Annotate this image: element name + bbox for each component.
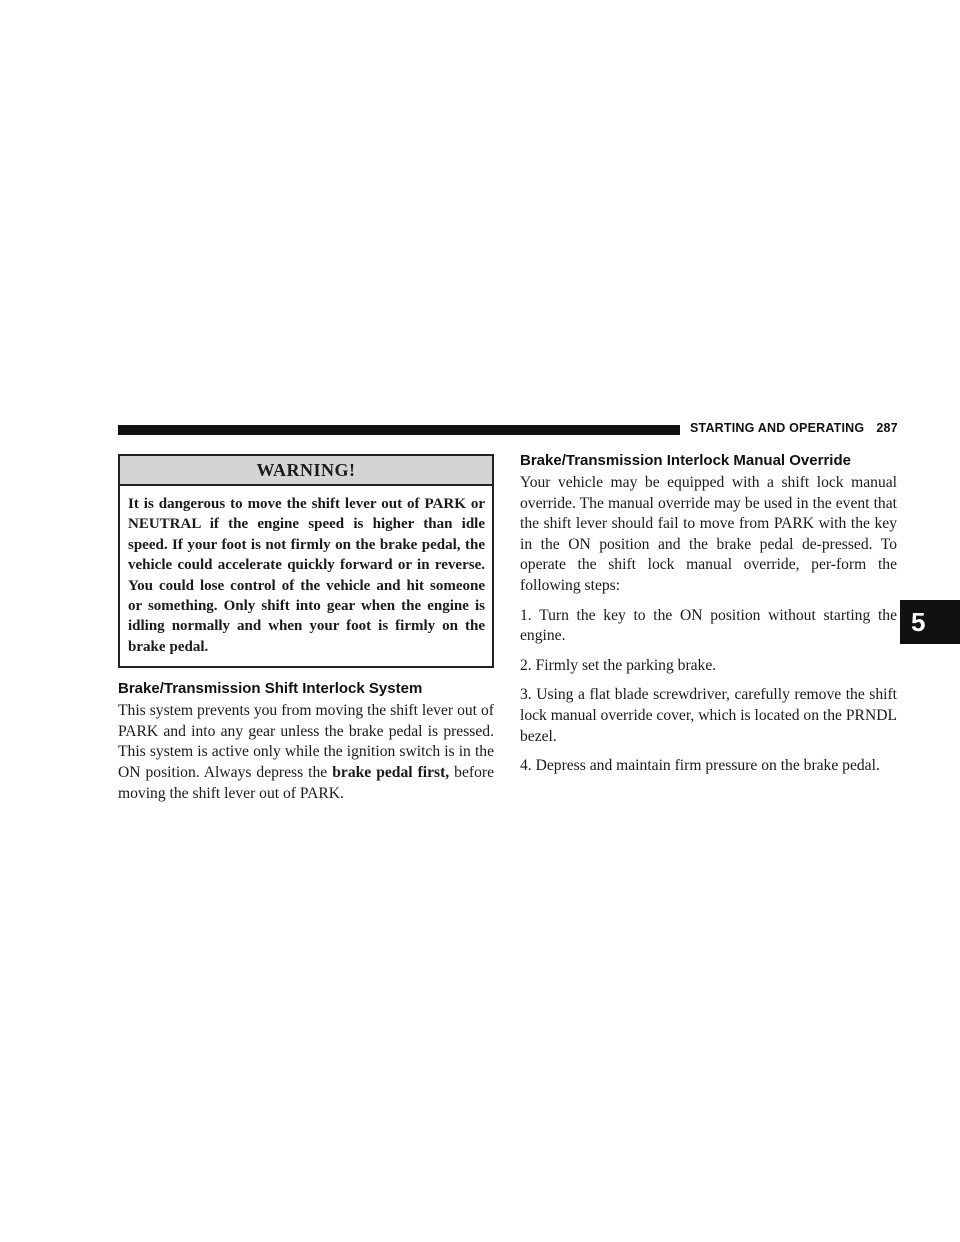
step-item: 3. Using a flat blade screwdriver, carefully remove the shift lock manual override cover, which is located on the PRNDL bezel. xyxy=(520,686,897,745)
warning-text: It is dangerous to move the shift lever out of PARK or NEUTRAL if the engine speed is higher than idle speed. If your foot is not firmly on the brake pedal, the vehicle could accelerate quickly forward or in reverse. You could lose control of the vehicle and hit someone or something. Only shift into gear when the engine is idling normally and when your foot is firmly on the brake pedal. xyxy=(128,496,485,655)
shift-interlock-paragraph xyxy=(118,701,494,804)
chapter-number: 5 xyxy=(911,606,926,637)
paragraph-text-end: before moving the shift lever out of PARK. xyxy=(118,764,494,802)
step-item: 2. Firmly set the parking brake. xyxy=(520,656,717,674)
chapter-tab xyxy=(900,600,960,644)
manual-override-heading: Brake/Transmission Interlock Manual Override xyxy=(520,452,851,469)
left-column xyxy=(118,454,494,804)
header-rule xyxy=(118,425,680,435)
running-header xyxy=(690,421,898,435)
step-item: 4. Depress and maintain firm pressure on the brake pedal. xyxy=(520,757,880,775)
paragraph-emphasis: brake pedal first, xyxy=(332,764,450,782)
step-item: 1. Turn the key to the ON position without starting the engine. xyxy=(520,606,897,645)
section-title: STARTING AND OPERATING xyxy=(690,421,865,435)
paragraph-text: This system prevents you from moving the shift lever out of PARK and into any gear unless the brake pedal is pressed. This system is active only while the ignition switch is in the ON position. Always depress the xyxy=(118,702,494,782)
right-column xyxy=(520,452,897,777)
warning-title: WARNING! xyxy=(120,456,492,486)
page-number: 287 xyxy=(876,421,898,435)
warning-box xyxy=(118,454,494,668)
shift-interlock-heading: Brake/Transmission Shift Interlock System xyxy=(118,680,423,698)
manual-override-intro: Your vehicle may be equipped with a shift lock manual override. The manual override may be used in the event that the shift lever should fail to move from PARK with the key in the ON position and the brake pedal de-pressed. To operate the shift lock manual override, per-form the following steps: xyxy=(520,474,897,594)
